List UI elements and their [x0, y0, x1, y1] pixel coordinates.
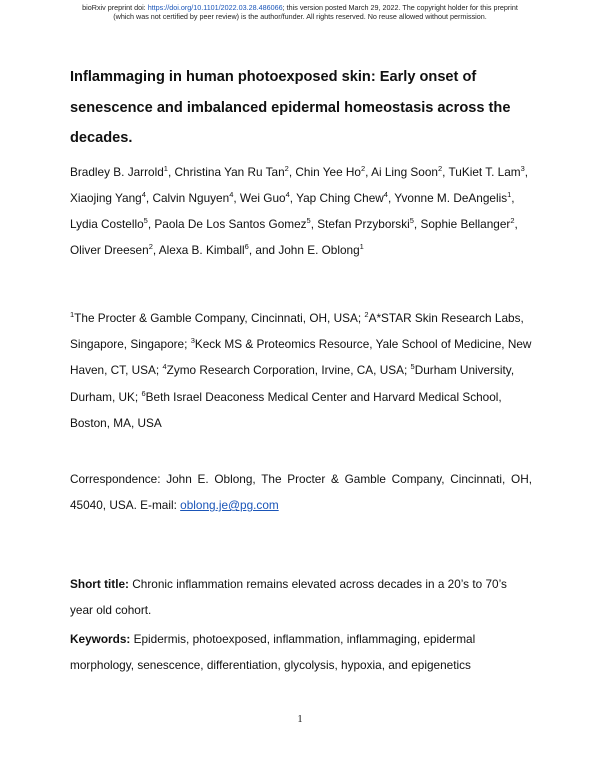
author-name: Paola De Los Santos Gomez — [154, 217, 307, 231]
author — [175, 165, 289, 179]
author — [420, 217, 514, 231]
author-name: Alexa B. Kimball — [158, 243, 245, 257]
author — [449, 165, 525, 179]
author — [70, 217, 148, 231]
author-affiliation-number: 2 — [148, 242, 153, 252]
author — [394, 191, 511, 205]
correspondence — [70, 466, 532, 518]
author — [371, 165, 442, 179]
author-affiliation-number: 2 — [284, 164, 289, 174]
affiliation-text: The Procter & Gamble Company, Cincinnati, OH, USA; — [74, 311, 365, 325]
author-name: Xiaojing Yang — [70, 191, 142, 205]
affiliation-number: 1 — [70, 310, 75, 320]
author-name: Sophie Bellanger — [420, 217, 511, 231]
author — [70, 165, 168, 179]
author-name: Lydia Costello — [70, 217, 144, 231]
author — [240, 191, 290, 205]
author-name: Chin Yee Ho — [295, 165, 361, 179]
author-affiliation-number: 2 — [510, 216, 515, 226]
author-name: Calvin Nguyen — [152, 191, 230, 205]
keywords — [70, 626, 532, 678]
author-name: John E. Oblong — [278, 243, 360, 257]
correspondence-text: Correspondence: John E. Oblong, The Procter & Gamble Company, Cincinnati, OH, 45040, USA. E-mail: — [70, 472, 532, 512]
author-name: TuKiet T. Lam — [448, 165, 521, 179]
keywords-label: Keywords: — [70, 632, 131, 646]
author — [295, 165, 365, 179]
author-affiliation-number: 4 — [141, 190, 146, 200]
author-name: Yap Ching Chew — [296, 191, 384, 205]
author-name: Wei Guo — [239, 191, 286, 205]
author — [296, 191, 388, 205]
author-affiliation-number: 1 — [507, 190, 512, 200]
affiliation-number: 4 — [162, 362, 167, 372]
author — [278, 243, 364, 257]
paper-title: Inflammaging in human photoexposed skin: Early onset of senescence and imbalanced epidermal homeostasis across the decades. — [70, 69, 511, 146]
short-title — [70, 571, 532, 623]
keywords-text: Epidermis, photoexposed, inflammation, inflammaging, epidermal morphology, senescence, differentiation, glycolysis, hypoxia, and epigenetics — [70, 632, 476, 672]
affiliation-number: 2 — [364, 310, 369, 320]
author-affiliation-number: 4 — [383, 190, 388, 200]
author-affiliation-number: 5 — [306, 216, 311, 226]
banner-suffix: ; this version posted March 29, 2022. The copyright holder for this preprint — [282, 3, 518, 12]
author-affiliation-number: 5 — [409, 216, 414, 226]
affiliation-text: A*STAR Skin Research Labs, Singapore, Singapore; — [70, 311, 524, 352]
author-affiliation-number: 4 — [285, 190, 290, 200]
author-affiliation-number: 1 — [359, 242, 364, 252]
doi-link[interactable]: https://doi.org/10.1101/2022.03.28.486066 — [147, 3, 283, 12]
short-title-label: Short title: — [70, 577, 129, 591]
author-affiliation-number: 6 — [244, 242, 249, 252]
banner-line-1 — [0, 3, 600, 12]
author-name: Yvonne M. DeAngelis — [394, 191, 508, 205]
author-affiliation-number: 2 — [361, 164, 366, 174]
page-number: 1 — [297, 714, 303, 725]
email-link[interactable]: oblong.je@pg.com — [180, 498, 279, 512]
author-name: Oliver Dreesen — [70, 243, 149, 257]
author-name: Ai Ling Soon — [371, 165, 438, 179]
author-name: Bradley B. Jarrold — [70, 165, 164, 179]
banner-line-2: (which was not certified by peer review) is the author/funder. All rights reserved. No reuse allowed without permission. — [113, 12, 487, 21]
affiliation-text: Durham University, Durham, UK; — [70, 363, 515, 404]
author — [70, 243, 153, 257]
author-name: Stefan Przyborski — [317, 217, 410, 231]
affiliation-number: 6 — [141, 388, 146, 398]
author-affiliation-number: 4 — [229, 190, 234, 200]
author — [152, 191, 233, 205]
affiliation-number: 3 — [190, 336, 195, 346]
author-name: Christina Yan Ru Tan — [174, 165, 285, 179]
author-affiliation-number: 1 — [163, 164, 168, 174]
author — [317, 217, 414, 231]
preprint-banner — [0, 3, 600, 21]
author — [70, 191, 146, 205]
author — [154, 217, 310, 231]
affiliation-list — [70, 305, 532, 436]
affiliation-text: Beth Israel Deaconess Medical Center and Harvard Medical School, Boston, MA, USA — [70, 389, 502, 430]
banner-prefix: bioRxiv preprint doi: — [82, 3, 148, 12]
author-affiliation-number: 2 — [437, 164, 443, 174]
author — [159, 243, 249, 257]
author-list: Bradley B. Jarrold$^1$, Christina Yan Ru Tan$^2$, Chin Yee Ho$^2$, Ai Ling Soon$^2$, TuKiet T. Lam$^3$, Xiaojing Yang$^4$, Calvin Nguyen$^4$, Wei Guo$^4$, Yap Ching Chew$^4$, Yvonne M. DeAngelis$^1$, Lydia Costello$^5$, Paola De Los Santos Gomez$^5$, Stefan Przyborski$^5$, Sophie Bellanger$^2$, Oliver Dreesen$^2$, Alexa B. Kimball$^6$, and John E. Oblong$^1$ — [70, 164, 529, 257]
author-affiliation-number: 5 — [143, 216, 148, 226]
affiliation-text: Zymo Research Corporation, Irvine, CA, USA; — [166, 363, 411, 378]
affiliation-text: Keck MS & Proteomics Resource, Yale School of Medicine, New Haven, CT, USA; — [70, 337, 532, 378]
short-title-text: Chronic inflammation remains elevated across decades in a 20’s to 70’s year old cohort. — [70, 577, 507, 617]
author-affiliation-number: 3 — [520, 164, 525, 174]
affiliation-number: 5 — [410, 362, 415, 372]
